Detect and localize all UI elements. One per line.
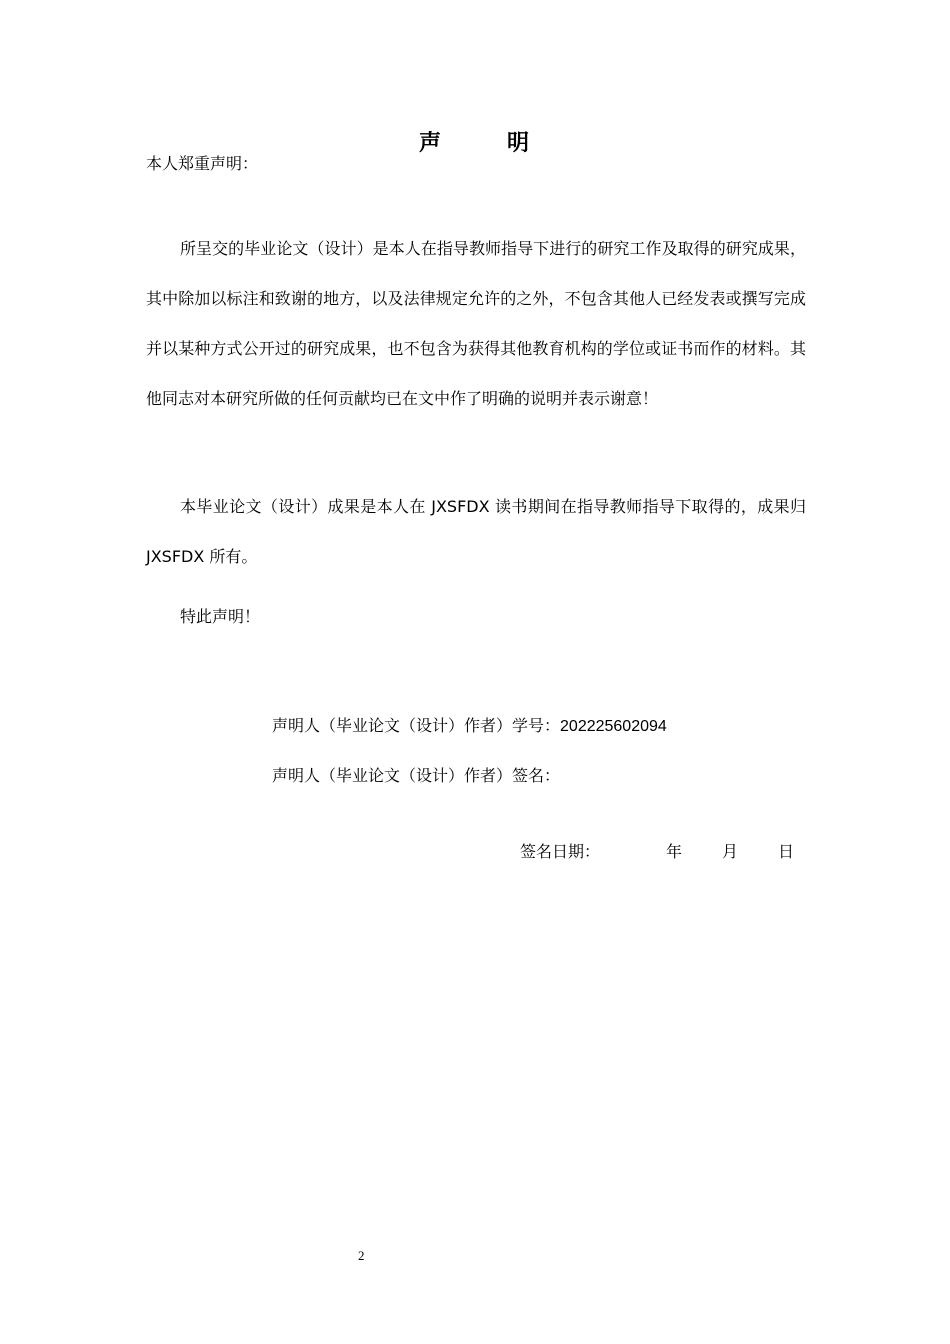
year-label: 年 xyxy=(666,842,683,861)
title-part-2: 明 xyxy=(507,131,532,156)
date-label: 签名日期： xyxy=(520,842,601,861)
student-id-value: 202225602094 xyxy=(560,718,667,735)
title-part-1: 声 xyxy=(418,131,443,156)
student-id-line xyxy=(272,714,667,739)
declaration-paragraph-1: 所呈交的毕业论文（设计）是本人在指导教师指导下进行的研究工作及取得的研究成果，其中除加以标注和致谢的地方，以及法律规定允许的之外，不包含其他人已经发表或撰写完成并以某种方式公开过的研究成果，也不包含为获得其他教育机构的学位或证书而作的材料。其他同志对本研究所做的任何贡献均已在文中作了明确的说明并表示谢意！ xyxy=(146,239,806,408)
signature-line xyxy=(272,764,560,788)
month-label: 月 xyxy=(722,842,739,861)
signature-label: 声明人（毕业论文（设计）作者）签名： xyxy=(272,766,561,785)
day-label: 日 xyxy=(778,842,795,861)
intro-line: 本人郑重声明： xyxy=(146,154,259,173)
page-title xyxy=(0,126,950,157)
declaration-paragraph-2: 本毕业论文（设计）成果是本人在 JXSFDX 读书期间在指导教师指导下取得的，成果归 JXSFDX 所有。 xyxy=(146,497,806,566)
page-number: 2 xyxy=(358,1248,365,1263)
student-id-label: 声明人（毕业论文（设计）作者）学号： xyxy=(272,716,561,735)
declaration-closing: 特此声明！ xyxy=(180,607,261,626)
signature-date-line xyxy=(520,840,794,864)
